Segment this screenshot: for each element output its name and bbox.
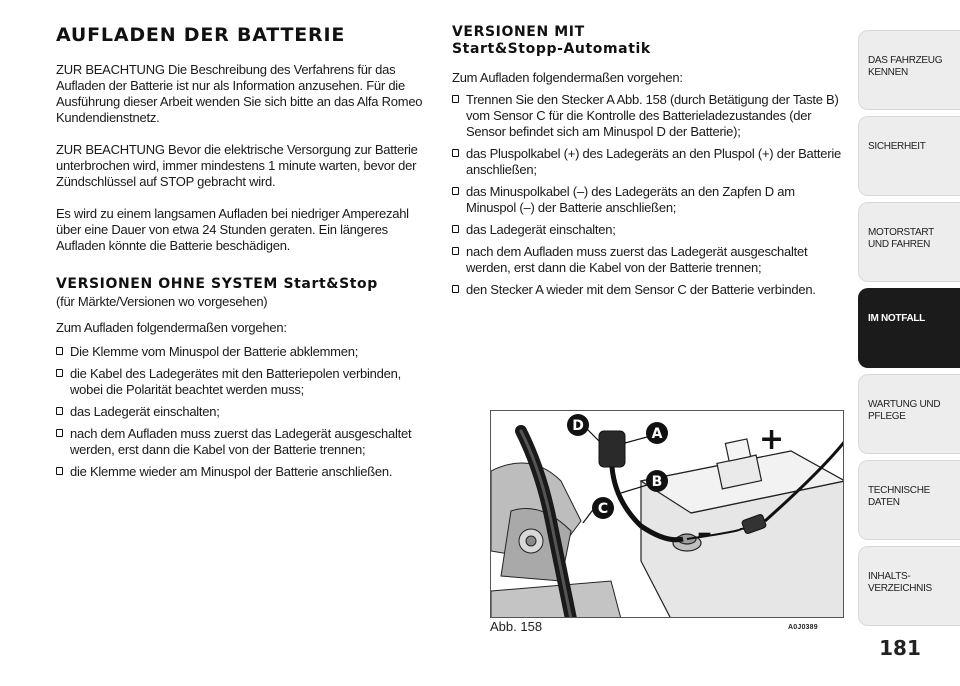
list-item-text: Die Klemme vom Minuspol der Batterie abklemmen;: [70, 344, 359, 359]
list-item-text: die Klemme wieder am Minuspol der Batterie anschließen.: [70, 464, 393, 479]
tab-technische-daten[interactable]: [858, 460, 960, 540]
page-number: 181: [879, 636, 921, 660]
list-item-text: das Ladegerät einschalten;: [466, 222, 616, 237]
checkbox-bullet-icon: [56, 369, 63, 377]
procedure-list-right: [452, 92, 844, 304]
heading-line-1: VERSIONEN MIT: [452, 24, 585, 40]
checkbox-bullet-icon: [56, 429, 63, 437]
tab-label: SICHERHEIT: [868, 141, 926, 152]
checkbox-bullet-icon: [452, 247, 459, 255]
list-item: [452, 184, 844, 216]
tab-sicherheit[interactable]: [858, 116, 960, 196]
checkbox-bullet-icon: [56, 467, 63, 475]
list-item-text: nach dem Aufladen muss zuerst das Ladegerät ausgeschaltet werden, erst dann die Kabel von der Batterie trennen;: [70, 426, 412, 457]
list-item-text: das Pluspolkabel (+) des Ladegeräts an den Pluspol (+) der Batterie anschließen;: [466, 146, 841, 177]
subsection-heading-with-start-stop: [452, 24, 651, 58]
callout-b: [646, 470, 668, 492]
list-item: [452, 282, 844, 298]
list-item: [452, 92, 844, 140]
callout-a-label: A: [651, 426, 663, 442]
checkbox-bullet-icon: [452, 95, 459, 103]
checkbox-bullet-icon: [452, 285, 459, 293]
list-item-text: den Stecker A wieder mit dem Sensor C der Batterie verbinden.: [466, 282, 816, 297]
market-note: (für Märkte/Versionen wo vorgesehen): [56, 294, 268, 309]
checkbox-bullet-icon: [56, 347, 63, 355]
callout-c-label: C: [597, 501, 609, 517]
tab-label: MOTORSTART UND FAHREN: [868, 227, 934, 250]
list-item: [56, 366, 436, 398]
figure-code: A0J0389: [788, 624, 818, 631]
minus-label: –: [697, 516, 712, 551]
list-item: [452, 146, 844, 178]
figure-caption: Abb. 158: [490, 619, 543, 634]
subsection-heading-without-start-stop: VERSIONEN OHNE SYSTEM Start&Stop: [56, 276, 378, 292]
checkbox-bullet-icon: [452, 149, 459, 157]
tab-label: WARTUNG UND PFLEGE: [868, 399, 941, 422]
checkbox-bullet-icon: [56, 407, 63, 415]
tab-label: DAS FAHRZEUG KENNEN: [868, 55, 943, 78]
note-paragraph-1: ZUR BEACHTUNG Die Beschreibung des Verfahrens für das Aufladen der Batterie ist nur als Information anzusehen. Für die Ausführung dieser Arbeit wenden Sie sich bitte an das Alfa Romeo Kundendienstnetz.: [56, 62, 423, 125]
list-item-text: Trennen Sie den Stecker A Abb. 158 (durch Betätigung der Taste B) vom Sensor C für die Kontrolle des Batterieladezustandes (der Sensor befindet sich am Minuspol D der Batterie);: [466, 92, 839, 139]
tab-label: IM NOTFALL: [868, 313, 925, 324]
tab-wartung-und-pflege[interactable]: [858, 374, 960, 454]
callout-c: [592, 497, 614, 519]
tab-label: INHALTS- VERZEICHNIS: [868, 571, 932, 594]
tab-inhaltsverzeichnis[interactable]: [858, 546, 960, 626]
callout-a: [646, 422, 668, 444]
section-heading: AUFLADEN DER BATTERIE: [56, 24, 346, 46]
procedure-intro-right: Zum Aufladen folgendermaßen vorgehen:: [452, 70, 683, 85]
tab-das-fahrzeug-kennen[interactable]: [858, 30, 960, 110]
battery-illustration: [490, 410, 844, 618]
note-paragraph-2: ZUR BEACHTUNG Bevor die elektrische Versorgung zur Batterie unterbrochen wird, immer mindestens 1 minute warten, bevor der Zündschlüssel auf STOP gebracht wird.: [56, 142, 418, 189]
checkbox-bullet-icon: [452, 187, 459, 195]
info-paragraph: Es wird zu einem langsamen Aufladen bei niedriger Amperezahl über eine Dauer von etwa 24 Stunden geraten. Ein längeres Aufladen könnte die Batterie beschädigen.: [56, 206, 409, 253]
tab-label: TECHNISCHE DATEN: [868, 485, 931, 508]
list-item: [56, 344, 436, 360]
list-item: [56, 426, 436, 458]
checkbox-bullet-icon: [452, 225, 459, 233]
list-item-text: das Minuspolkabel (–) des Ladegeräts an den Zapfen D am Minuspol (–) der Batterie anschließen;: [466, 184, 795, 215]
callout-b-label: B: [651, 474, 663, 490]
list-item: [56, 404, 436, 420]
tab-im-notfall[interactable]: [858, 288, 960, 368]
battery-line-drawing: [491, 411, 844, 618]
list-item: [452, 244, 844, 276]
plus-label: +: [759, 422, 785, 457]
procedure-list-left: [56, 344, 436, 486]
list-item: [56, 464, 436, 480]
procedure-intro-left: Zum Aufladen folgendermaßen vorgehen:: [56, 320, 287, 335]
callout-d: [567, 414, 589, 436]
tab-motorstart-und-fahren[interactable]: [858, 202, 960, 282]
list-item: [452, 222, 844, 238]
list-item-text: die Kabel des Ladegerätes mit den Batteriepolen verbinden, wobei die Polarität beachtet werden muss;: [70, 366, 401, 397]
callout-d-label: D: [572, 418, 584, 434]
list-item-text: nach dem Aufladen muss zuerst das Ladegerät ausgeschaltet werden, erst dann die Kabel von der Batterie trennen;: [466, 244, 808, 275]
heading-line-2: Start&Stopp-Automatik: [452, 41, 651, 57]
list-item-text: das Ladegerät einschalten;: [70, 404, 220, 419]
